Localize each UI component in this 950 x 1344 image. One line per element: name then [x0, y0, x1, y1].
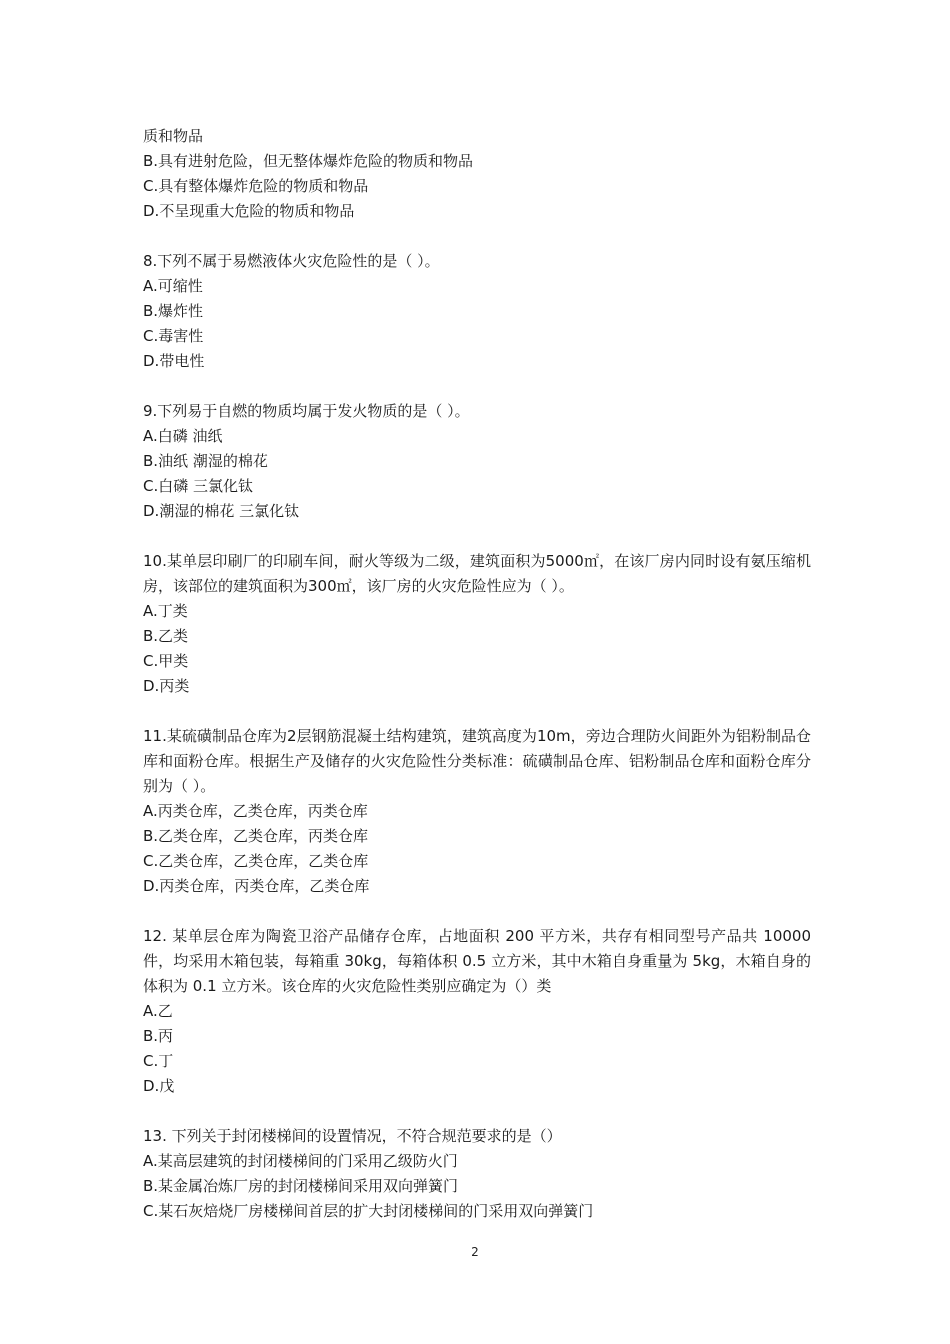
question-13-option-a: A.某高层建筑的封闭楼梯间的门采用乙级防火门 — [143, 1152, 458, 1170]
question-13-stem: 13. 下列关于封闭楼梯间的设置情况，不符合规范要求的是（） — [143, 1127, 562, 1145]
question-12 — [143, 924, 811, 1099]
question-8-option-d: D.带电性 — [143, 352, 205, 370]
page-content — [143, 124, 811, 1249]
question-10-option-d: D.丙类 — [143, 677, 190, 695]
question-8 — [143, 249, 811, 374]
question-10-stem: 10.某单层印刷厂的印刷车间，耐火等级为二级，建筑面积为5000㎡，在该厂房内同时设有氨压缩机房，该部位的建筑面积为300㎡，该厂房的火灾危险性应为（ ）。 — [143, 552, 811, 595]
question-11-option-b: B.乙类仓库，乙类仓库，丙类仓库 — [143, 827, 369, 845]
question-9-option-a: A.白磷 油纸 — [143, 427, 223, 445]
question-12-option-d: D.戊 — [143, 1077, 175, 1095]
question-13-option-b: B.某金属冶炼厂房的封闭楼梯间采用双向弹簧门 — [143, 1177, 459, 1195]
question-10-option-a: A.丁类 — [143, 602, 188, 620]
page-number: 2 — [471, 1245, 479, 1259]
question-8-option-b: B.爆炸性 — [143, 302, 204, 320]
question-7-option-c: C.具有整体爆炸危险的物质和物品 — [143, 177, 369, 195]
question-11-option-a: A.丙类仓库，乙类仓库，丙类仓库 — [143, 802, 368, 820]
question-9 — [143, 399, 811, 524]
question-7-option-d: D.不呈现重大危险的物质和物品 — [143, 202, 355, 220]
question-10 — [143, 549, 811, 699]
question-12-option-c: C.丁 — [143, 1052, 174, 1070]
question-10-option-b: B.乙类 — [143, 627, 189, 645]
question-12-option-a: A.乙 — [143, 1002, 173, 1020]
question-11-option-c: C.乙类仓库，乙类仓库，乙类仓库 — [143, 852, 369, 870]
question-13-option-c: C.某石灰焙烧厂房楼梯间首层的扩大封闭楼梯间的门采用双向弹簧门 — [143, 1202, 594, 1220]
question-9-stem: 9.下列易于自燃的物质均属于发火物质的是（ ）。 — [143, 402, 470, 420]
question-9-option-d: D.潮湿的棉花 三氯化钛 — [143, 502, 300, 520]
question-8-option-a: A.可缩性 — [143, 277, 203, 295]
question-9-option-b: B.油纸 潮湿的棉花 — [143, 452, 268, 470]
question-11-option-d: D.丙类仓库，丙类仓库，乙类仓库 — [143, 877, 370, 895]
question-12-option-b: B.丙 — [143, 1027, 174, 1045]
question-10-option-c: C.甲类 — [143, 652, 189, 670]
question-8-stem: 8.下列不属于易燃液体火灾危险性的是（ ）。 — [143, 252, 440, 270]
question-7-tail — [143, 124, 811, 224]
question-9-option-c: C.白磷 三氯化钛 — [143, 477, 254, 495]
question-7-stem-continuation: 质和物品 — [143, 127, 204, 145]
question-12-stem: 12. 某单层仓库为陶瓷卫浴产品储存仓库，占地面积 200 平方米，共存有相同型号产品共 10000 件，均采用木箱包装，每箱重 30kg，每箱体积 0.5 立方米，其中木箱自身重量为 5kg，木箱自身的体积为 0.1 立方米。该仓库的火灾危险性类别应确定为（）类 — [143, 927, 811, 995]
question-7-option-b: B.具有进射危险，但无整体爆炸危险的物质和物品 — [143, 152, 474, 170]
question-13 — [143, 1124, 811, 1224]
question-11 — [143, 724, 811, 899]
question-11-stem: 11.某硫磺制品仓库为2层钢筋混凝土结构建筑，建筑高度为10m，旁边合理防火间距外为铝粉制品仓库和面粉仓库。根据生产及储存的火灾危险性分类标准：硫磺制品仓库、铝粉制品仓库和面粉仓库分别为（ ）。 — [143, 727, 811, 795]
question-8-option-c: C.毒害性 — [143, 327, 204, 345]
